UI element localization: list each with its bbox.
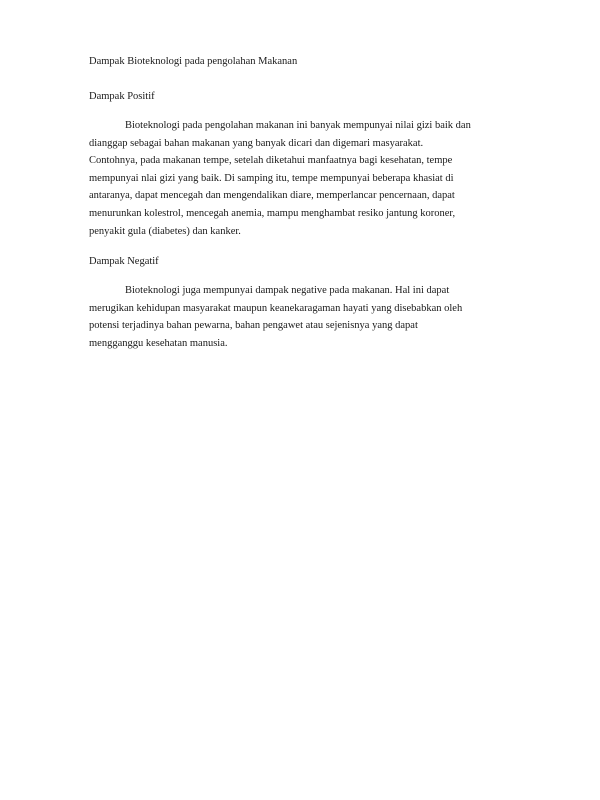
paragraph-positive — [89, 117, 529, 240]
paragraph-line: merugikan kehidupan masyarakat maupun keanekaragaman hayati yang disebabkan oleh — [89, 302, 463, 314]
paragraph-line: mengganggu kesehatan manusia. — [89, 337, 228, 349]
paragraph-negative — [89, 282, 529, 352]
paragraph-line: Contohnya, pada makanan tempe, setelah diketahui manfaatnya bagi kesehatan, tempe — [89, 155, 453, 167]
section-heading-negative: Dampak Negatif — [89, 256, 159, 267]
document-title: Dampak Bioteknologi pada pengolahan Makanan — [89, 56, 298, 67]
section-heading-positive: Dampak Positif — [89, 91, 155, 102]
paragraph-line: potensi terjadinya bahan pewarna, bahan pengawet atau sejenisnya yang dapat — [89, 320, 418, 332]
paragraph-line: dianggap sebagai bahan makanan yang banyak dicari dan digemari masyarakat. — [89, 137, 424, 149]
paragraph-line: menurunkan kolestrol, mencegah anemia, mampu menghambat resiko jantung koroner, — [89, 207, 456, 219]
paragraph-line: mempunyai nlai gizi yang baik. Di samping itu, tempe mempunyai beberapa khasiat di — [89, 172, 454, 184]
paragraph-line: antaranya, dapat mencegah dan mengendalikan diare, memperlancar pencernaan, dapat — [89, 190, 455, 202]
paragraph-line: penyakit gula (diabetes) dan kanker. — [89, 225, 241, 237]
paragraph-line: Bioteknologi juga mempunyai dampak negative pada makanan. Hal ini dapat — [125, 285, 450, 296]
paragraph-line: Bioteknologi pada pengolahan makanan ini banyak mempunyai nilai gizi baik dan — [125, 120, 471, 131]
